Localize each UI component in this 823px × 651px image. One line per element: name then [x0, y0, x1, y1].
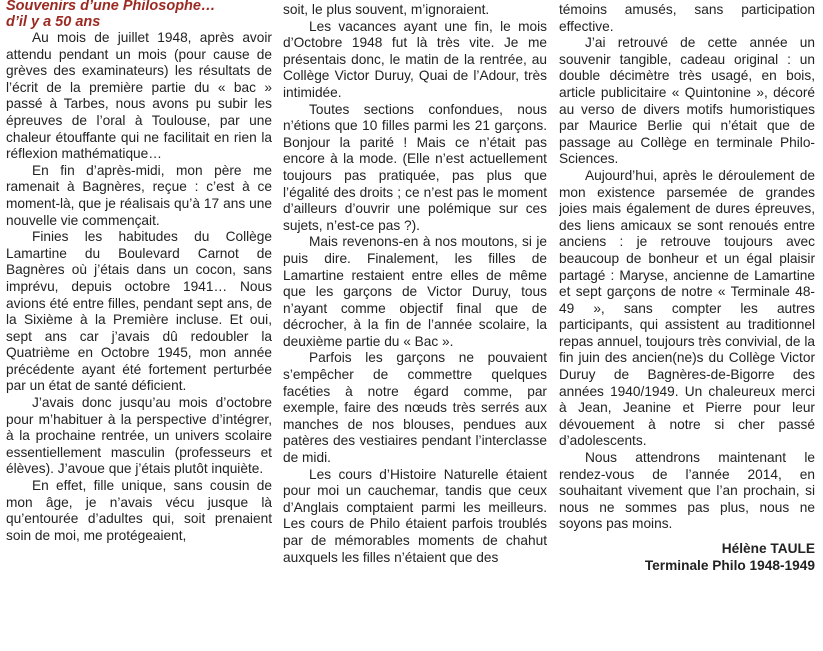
paragraph-continued: témoins amusés, sans participation effective. [559, 2, 815, 34]
article-column-2 [283, 0, 547, 651]
article-column-1 [6, 0, 272, 651]
paragraph: J’avais donc jusqu’au mois d’octobre pour m’habituer à la perspective d’intégrer, à la prochaine rentrée, un univers scolaire essentiellement masculin (professeurs et élèves). J’avoue que j’étais plutôt inquiète. [6, 395, 272, 477]
paragraph: Mais revenons-en à nos moutons, si je puis dire. Finalement, les filles de Lamartine restaient entre elles de même que les garçons de Victor Duruy, tous n’ayant comme objectif final que de décrocher, à la fin de l’année scolaire, la deuxième partie du « Bac ». [283, 234, 547, 349]
article-column-3 [559, 0, 815, 651]
paragraph: Au mois de juillet 1948, après avoir attendu pendant un mois (pour cause de grèves des examinateurs) les résultats de l’écrit de la première partie du « bac » passé à Tarbes, nous avons pu subir les épreuves de l’oral à Toulouse, par une chaleur étouffante qui ne facilitait en rien la réflexion mathématique… [6, 30, 272, 162]
signature-name: Hélène TAULE [721, 541, 815, 556]
paragraph: J’ai retrouvé de cette année un souvenir tangible, cadeau original : un double décimètre très usagé, en bois, article publicitaire « Quintonine », décoré au verso de divers motifs humoristiques par Maurice Berlie qui n’était que de passage au Collège en terminale Philo-Sciences. [559, 35, 815, 167]
paragraph: Les vacances ayant une fin, le mois d’Octobre 1948 fut là très vite. Je me présentais donc, le matin de la rentrée, au Collège Victor Duruy, Quai de l’Adour, très intimidée. [283, 18, 547, 100]
article-title [6, 0, 272, 30]
signature-class: Terminale Philo 1948-1949 [644, 557, 815, 573]
paragraph-continued: soit, le plus souvent, m’ignoraient. [283, 2, 490, 17]
paragraph: Parfois les garçons ne pouvaient s’empêcher de commettre quelques facéties à notre égard comme, par exemple, faire des nœuds très serrés aux manches de nos blouses, pendues aux patères des vestiaires pendant l’interclasse de midi. [283, 350, 547, 466]
paragraph: Aujourd’hui, après le déroulement de mon existence parsemée de grandes joies mais également de dures épreuves, des liens amicaux se sont renoués entre anciens : je retrouve toujours avec beaucoup de bonheur et un égal plaisir partagé : Maryse, ancienne de Lamartine et sept garçons de notre « Terminale 48-49 », sans compter les autres participants, qui assistent au traditionnel repas annuel, toujours très convivial, de la fin juin des ancien(ne)s du Collège Victor Duruy de Bagnères-de-Bigorre des années 1940/1949. Un chaleureux merci à Jean, Jeanine et Pierre pour leur dévouement à notre si cher passé d’adolescents. [559, 167, 815, 449]
paragraph: Nous attendrons maintenant le rendez-vous de l’année 2014, en souhaitant vivement que l’an prochain, si nous ne sommes pas plus, nous ne soyons pas moins. [559, 450, 815, 532]
paragraph: Les cours d’Histoire Naturelle étaient pour moi un cauchemar, tandis que ceux d’Anglais comptaient parmi les meilleurs. Les cours de Philo étaient parfois troublés par de mémorables moments de chahut auxquels les filles n’étaient que des [283, 466, 547, 565]
paragraph: En fin d’après-midi, mon père me ramenait à Bagnères, reçue : c’est à ce moment-là, que je réalisais qu’à 17 ans une nouvelle vie commençait. [6, 162, 272, 228]
paragraph: En effet, fille unique, sans cousin de mon âge, je n’avais vécu jusque là qu’entourée d’adultes qui, soit prenaient soin de moi, me protégeaient, [6, 478, 272, 543]
paragraph: Finies les habitudes du Collège Lamartine du Boulevard Carnot de Bagnères où j’étais dans un cocon, sans imprévu, depuis octobre 1941… Nous avions été entre filles, pendant sept ans, de la Sixième à la Première incluse. Et oui, sept ans car j’avais dû redoubler la Quatrième en Octobre 1945, mon année précédente ayant été fortement perturbée par un état de santé déficient. [6, 229, 272, 394]
article-title-line-1: Souvenirs d’une Philosophe… [6, 0, 216, 14]
paragraph: Toutes sections confondues, nous n’étions que 10 filles parmi les 21 garçons. Bonjour la parité ! Mais ce n’était pas encore à la mode. (Elle n’est actuellement toujours pas pratiquée, pas plus que l’égalité des droits ; ce n’est pas le moment d’ailleurs d’ouvrir une polémique sur ces sujets, n’est-ce pas ?). [283, 101, 547, 233]
article-title-line-2: d’il y a 50 ans [6, 14, 101, 30]
